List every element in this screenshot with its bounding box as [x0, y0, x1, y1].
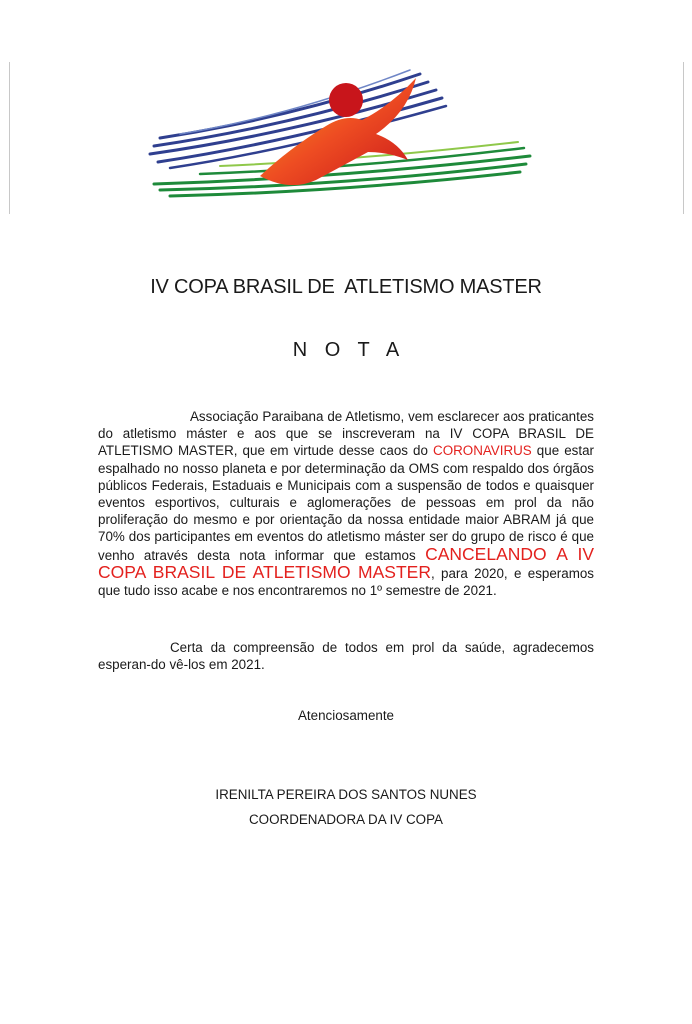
cancellation-highlight: CANCELANDO A IV COPA BRASIL DE ATLETISMO MASTER: [98, 543, 594, 582]
signer-name: IRENILTA PEREIRA DOS SANTOS NUNES: [215, 787, 477, 802]
left-border-line: [9, 62, 10, 214]
nota-heading: N O T A: [292, 339, 406, 361]
page-title: IV COPA BRASIL DE ATLETISMO MASTER: [150, 276, 542, 298]
body-paragraph-2: Certa da compreensão de todos em prol da saúde, agradecemos esperan-do vê-los em 2021.: [98, 640, 594, 673]
runner-logo-icon: [140, 68, 532, 200]
coronavirus-highlight: CORONAVIRUS: [433, 443, 532, 459]
paragraph-text: Associação Paraibana de Atletismo, vem esclarecer aos praticantes do atletismo máster e aos que se inscreveram na IV COPA BRASIL DE ATLETISMO MASTER, que em virtude desse caos do: [98, 409, 594, 459]
closing-text: Atenciosamente: [297, 708, 395, 723]
right-border-line: [683, 62, 684, 214]
paragraph-text: que estar espalhado no nosso planeta e por determinação da OMS com respaldo dos órgãos públicos Federais, Estaduais e Municipais com a suspensão de todos e quaisquer eventos esportivos, culturais e aglomerações de pessoas em prol da não proliferação do mesmo e por orientação da nossa entidade maior ABRAM já que 70% dos participantes em eventos do atletismo máster ser do grupo de risco é que venho através desta nota informar que estamos: [98, 443, 594, 563]
signer-role: COORDENADORA DA IV COPA: [249, 812, 443, 827]
paragraph-text: , para 2020, e esperamos que tudo isso acabe e nos encontraremos no 1º semestre de 2021.: [98, 565, 594, 599]
body-paragraph-1: [98, 408, 594, 599]
